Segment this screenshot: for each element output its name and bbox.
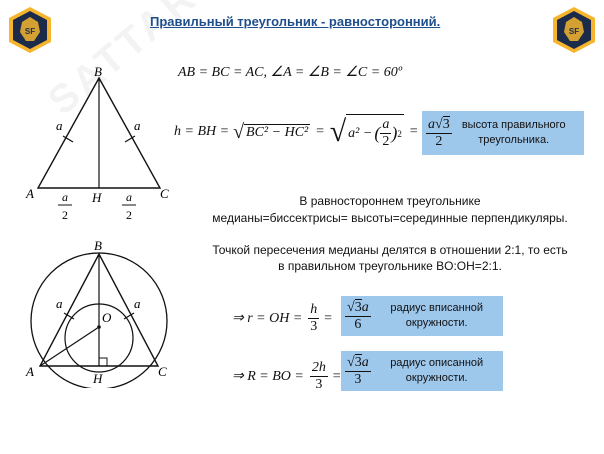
- logo-right: [552, 6, 596, 54]
- circumscribed-radius-formula: [232, 360, 341, 393]
- r-eq: =: [323, 310, 333, 326]
- inscribed-caption: радиус вписанной окружности.: [390, 302, 484, 329]
- side-label-left-2: a: [56, 296, 63, 311]
- label-C-2: C: [158, 364, 167, 379]
- side-label-right-2: a: [134, 296, 141, 311]
- height-result-box: [422, 111, 584, 155]
- segment-AO: [40, 327, 99, 366]
- note-line-1: В равностороннем треугольнике: [299, 194, 481, 208]
- r-frac-den: 3: [310, 319, 318, 334]
- logo-left: [8, 6, 52, 54]
- label-B-2: B: [94, 238, 102, 253]
- circumscribed-radius-box: [341, 351, 503, 391]
- height-formula: h = BH = √ BC² − HC² = √ a² − ( $\frac{a}{2}$ ) 2 =: [174, 115, 419, 149]
- side-label-left: a: [56, 118, 63, 133]
- circumscribed-caption: радиус описанной окружности.: [390, 357, 484, 384]
- R-eq: =: [331, 368, 342, 384]
- half-left-den: 2: [62, 208, 68, 222]
- half-left-num: a: [62, 190, 68, 204]
- height-eq2: =: [408, 124, 419, 139]
- page-title: Правильный треугольник - равносторонний.: [150, 14, 441, 29]
- note-line-2: медианы=биссектрисы= высоты=серединные перпендикуляры.: [212, 211, 568, 225]
- equilateral-triangle-figure: [20, 62, 180, 232]
- inscribed-radius-box: [341, 296, 503, 336]
- label-B: B: [94, 64, 102, 79]
- r-lhs: ⇒ r = OH =: [232, 311, 303, 326]
- R-result-frac: $\frac{√3a}{3}$: [347, 354, 369, 387]
- R-frac-num: 2h: [311, 360, 326, 375]
- equal-sides-formula: AB = BC = AC, ∠A = ∠B = ∠C = 60º: [178, 65, 403, 80]
- logo-left-text: SF: [24, 27, 36, 36]
- right-angle-mark: [99, 358, 107, 366]
- half-right-num: a: [126, 190, 132, 204]
- R-lhs: ⇒ R = BO =: [232, 369, 304, 384]
- height-frac-den: 2: [382, 134, 390, 149]
- height-sqrt2-a: a² −: [348, 125, 373, 141]
- side-label-right: a: [134, 118, 141, 133]
- label-C: C: [160, 186, 169, 201]
- height-result-frac: $\frac{a√3}{2}$: [428, 116, 450, 149]
- half-right-den: 2: [126, 208, 132, 222]
- label-H: H: [92, 190, 102, 205]
- label-H-2: H: [93, 371, 103, 386]
- inscribed-circumscribed-figure: [22, 238, 186, 388]
- height-sq: 2: [397, 128, 402, 139]
- height-sqrt1: BC² − HC²: [246, 124, 309, 140]
- label-A: A: [26, 186, 34, 201]
- height-frac-num: a: [382, 117, 390, 132]
- R-frac-den: 3: [315, 377, 323, 392]
- logo-right-text: SF: [568, 27, 580, 36]
- note-line-3: Точкой пересечения медианы делятся в отношении 2:1, то есть: [212, 243, 568, 257]
- height-lhs: h = BH =: [174, 124, 230, 139]
- note-line-4: в правильном треугольнике BO:OH=2:1.: [278, 259, 502, 273]
- inscribed-radius-formula: [232, 302, 333, 335]
- r-frac-num: h: [310, 302, 318, 317]
- height-eq: =: [315, 124, 325, 139]
- label-A-2: A: [26, 364, 34, 379]
- height-caption: высота правильного треугольника.: [461, 119, 566, 146]
- label-O: O: [102, 310, 112, 325]
- r-result-frac: $\frac{√3a}{6}$: [347, 299, 369, 332]
